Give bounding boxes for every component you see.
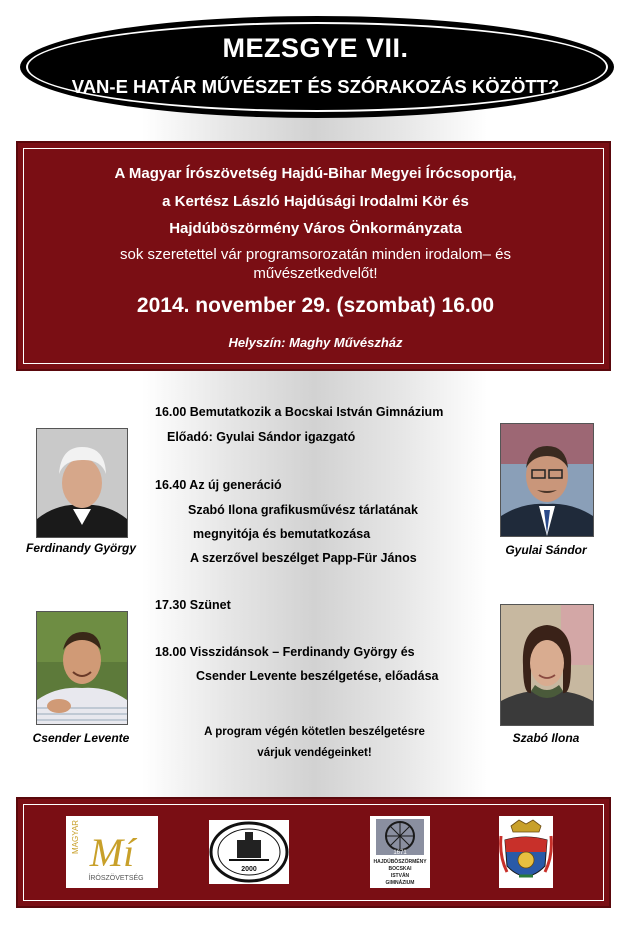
- logo-magyar-iroszovetseg: [66, 816, 158, 888]
- program-line-9: Csender Levente beszélgetése, előadása: [196, 669, 439, 683]
- program-line-4: Szabó Ilona grafikusművész tárlatának: [188, 503, 418, 517]
- program-line-3: 16.40 Az új generáció: [155, 478, 282, 492]
- logo3-line-4: GIMNÁZIUM: [385, 880, 415, 886]
- photo-ferdinandy: [36, 428, 128, 538]
- logo1-top-text: MAGYAR: [71, 819, 80, 854]
- event-venue: Helyszín: Maghy Művészház: [228, 335, 403, 350]
- caption-gyulai: Gyulai Sándor: [505, 543, 587, 557]
- logo3-line-2: BOCSKAI: [388, 866, 412, 872]
- event-date: 2014. november 29. (szombat) 16.00: [136, 294, 495, 317]
- invitation-line-1: sok szeretettel vár programsorozatán minden irodalom– és: [119, 246, 512, 263]
- logo3-line-1: HAJDÚBÖSZÖRMÉNY: [373, 859, 427, 865]
- caption-szabo: Szabó Ilona: [512, 731, 580, 745]
- program-line-8: 18.00 Visszidánsok – Ferdinandy György és: [155, 645, 415, 659]
- event-subtitle: VAN-E HATÁR MŰVÉSZET ÉS SZÓRAKOZÁS KÖZÖTT?: [71, 76, 560, 97]
- event-title: MEZSGYE VII.: [222, 33, 409, 63]
- invitation-line-2: művészetkedvelőt!: [253, 265, 378, 282]
- program-line-2: Előadó: Gyulai Sándor igazgató: [167, 430, 356, 444]
- program-line-1: 16.00 Bemutatkozik a Bocskai István Gimnázium: [155, 405, 444, 419]
- caption-csender: Csender Levente: [32, 731, 130, 745]
- photo-gyulai: [500, 423, 594, 537]
- logo1-main-text: Mí: [89, 830, 135, 875]
- logo2-year: 2000: [241, 866, 257, 873]
- footer-logo-bar: [16, 797, 611, 908]
- logo-bocskai-gimnazium: [370, 816, 430, 888]
- photo-szabo: [500, 604, 594, 726]
- organizer-2: a Kertész László Hajdúsági Irodalmi Kör és: [162, 193, 469, 210]
- closing-line-2: várjuk vendégeinket!: [257, 747, 372, 759]
- logo3-line-3: ISTVÁN: [390, 873, 410, 879]
- logo-kertesz-laszlo-kor: [209, 820, 289, 884]
- logo-city-coat-of-arms: [499, 816, 553, 888]
- logo1-bottom-text: ÍRÓSZÖVETSÉG: [88, 875, 144, 882]
- logo3-year: 1671: [393, 850, 407, 856]
- program-line-7: 17.30 Szünet: [155, 598, 231, 612]
- organizer-3: Hajdúböszörmény Város Önkormányzata: [169, 220, 462, 237]
- info-box: [16, 141, 611, 371]
- caption-ferdinandy: Ferdinandy György: [25, 541, 137, 555]
- closing-line-1: A program végén kötetlen beszélgetésre: [204, 726, 425, 738]
- organizer-1: A Magyar Írószövetség Hajdú-Bihar Megyei Írócsoportja,: [114, 165, 517, 182]
- program-line-6: A szerzővel beszélget Papp-Für János: [190, 551, 417, 565]
- program-line-5: megnyitója és bemutatkozása: [193, 527, 371, 541]
- photo-csender: [36, 611, 128, 725]
